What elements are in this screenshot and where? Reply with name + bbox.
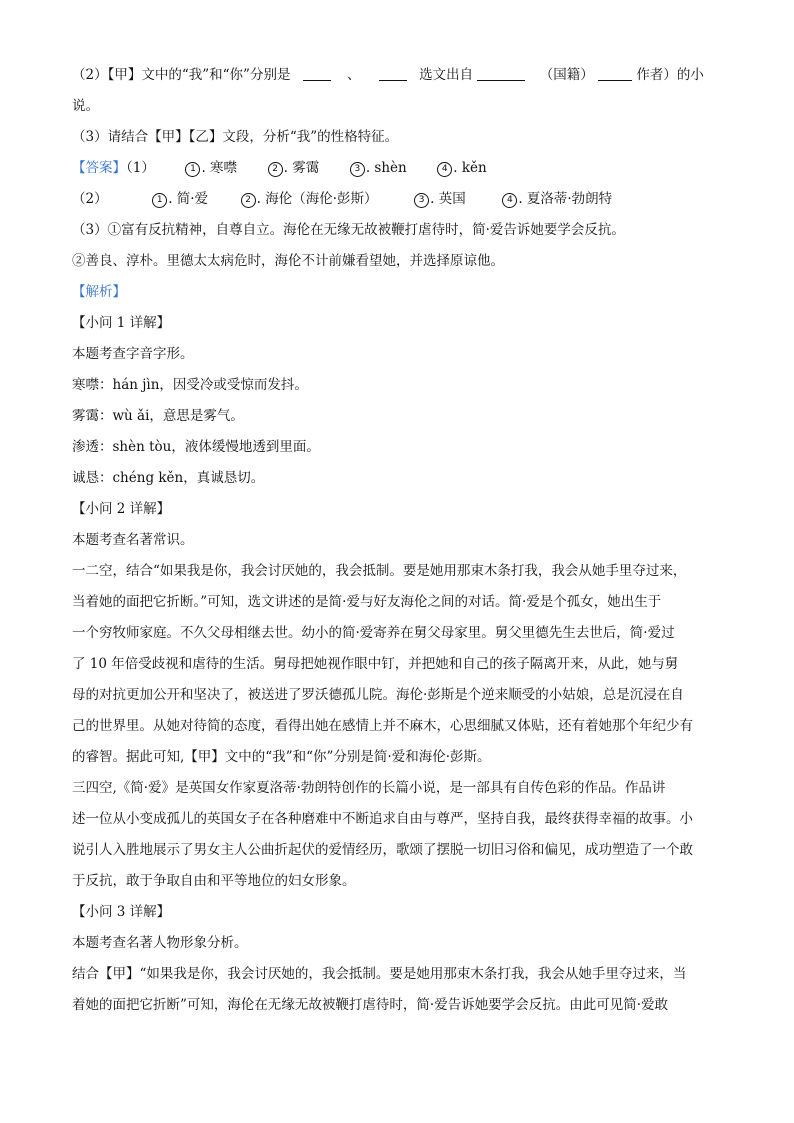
section-1-intro: 本题考查字音字形。 xyxy=(72,346,194,362)
circled-number: 2 xyxy=(241,193,256,208)
section-2-para-1-line: 的睿智。据此可知,【甲】文中的“我”和“你”分别是简·爱和海伦·彭斯。 xyxy=(72,749,491,765)
section-2-intro: 本题考查名著常识。 xyxy=(72,532,194,548)
answer-blank xyxy=(379,65,407,81)
section-3-para-line: 结合【甲】“如果我是你，我会讨厌她的，我会抵制。要是她用那束木条打我，我会从她手里夺过来，当 xyxy=(72,966,687,982)
section-3-intro: 本题考查名著人物形象分析。 xyxy=(72,935,248,951)
section-2-para-1-line: 一个穷牧师家庭。不久父母相继去世。幼小的简·爱寄养在舅父母家里。舅父里德先生去世后，简·爱过 xyxy=(72,625,675,641)
answer-option: 1 . 简·爱 xyxy=(152,191,208,207)
section-2-para-2-line: 述一位从小变成孤儿的英国女子在各种磨难中不断追求自由与尊严，坚持自我，最终获得幸福的故事。小 xyxy=(72,811,693,827)
section-1-item: 雾霭：wù ǎi，意思是雾气。 xyxy=(72,408,244,424)
circled-number: 2 xyxy=(268,162,283,177)
answer-option: 2 . 海伦（海伦·彭斯） xyxy=(241,191,378,207)
section-2-para-1-line: 母的对抗更加公开和坚决了，被送进了罗沃德孤儿院。海伦·彭斯是个逆来顺受的小姑娘，总是沉浸在自 xyxy=(72,687,684,703)
section-2-para-1-line: 己的世界里。从她对待简的态度，看得出她在感情上并不麻木，心思细腻又体贴，还有着她那个年纪少有 xyxy=(72,718,693,734)
q2-author: 作者）的小 xyxy=(636,67,704,83)
section-2-para-1-line: 一二空，结合“如果我是你，我会讨厌她的，我会抵制。要是她用那束木条打我，我会从她手里夺过来， xyxy=(72,563,687,579)
answer-option: 2 . 雾霭 xyxy=(268,160,320,176)
q2-prefix: （2）【甲】文中的“我”和“你”分别是 xyxy=(72,67,291,83)
answer-option: 3 . 英国 xyxy=(414,191,466,207)
circled-number: 4 xyxy=(502,193,517,208)
section-3-para-line: 着她的面把它折断”可知，海伦在无缘无故被鞭打虐待时，简·爱告诉她要学会反抗。由此可见简·爱敢 xyxy=(72,997,668,1013)
answer-label: 【答案】 xyxy=(72,160,126,176)
answer-option: 4 . kěn xyxy=(437,160,486,176)
section-2-title: 【小问 2 详解】 xyxy=(72,501,171,517)
answer-part2-number: （2） xyxy=(72,191,108,207)
answer-blank xyxy=(598,65,632,81)
answer-part3-b: ②善良、淳朴。里德太太病危时，海伦不计前嫌看望她，并选择原谅他。 xyxy=(72,253,504,269)
answer-blank xyxy=(477,65,525,81)
question-3-line: （3）请结合【甲】【乙】文段，分析“我”的性格特征。 xyxy=(72,129,399,145)
section-1-item: 寒噤：hán jìn，因受冷或受惊而发抖。 xyxy=(72,377,308,393)
answer-part1-number: （1） xyxy=(126,160,155,176)
analysis-label: 【解析】 xyxy=(72,284,126,300)
answer-part2 xyxy=(72,184,724,215)
section-2-para-2-line: 于反抗，敢于争取自由和平等地位的妇女形象。 xyxy=(72,873,356,889)
answer-part3-a: （3）①富有反抗精神，自尊自立。海伦在无缘无故被鞭打虐待时，简·爱告诉她要学会反抗。 xyxy=(72,222,625,238)
document-page xyxy=(72,60,724,1021)
section-2-para-1-line: 当着她的面把它折断。”可知，选文讲述的是简·爱与好友海伦之间的对话。简·爱是个孤女，她出生于 xyxy=(72,594,662,610)
answer-option: 4 . 夏洛蒂·勃朗特 xyxy=(502,191,612,207)
section-2-para-1-line: 了 10 年倍受歧视和虐待的生活。舅母把她视作眼中钉，并把她和自己的孩子隔离开来，从此，她与舅 xyxy=(72,656,679,672)
answer-option: 3 . shèn xyxy=(350,160,407,176)
section-1-title: 【小问 1 详解】 xyxy=(72,315,171,331)
question-2-line xyxy=(72,60,724,91)
q2-nationality: （国籍） xyxy=(539,67,594,83)
q2-separator: 、 xyxy=(347,67,361,83)
circled-number: 4 xyxy=(437,162,452,177)
circled-number: 1 xyxy=(152,193,167,208)
section-3-title: 【小问 3 详解】 xyxy=(72,904,171,920)
section-2-para-2-line: 三四空,《简·爱》是英国女作家夏洛蒂·勃朗特创作的长篇小说，是一部具有自传色彩的作品。作品讲 xyxy=(72,780,666,796)
circled-number: 1 xyxy=(185,162,200,177)
question-2-cont: 说。 xyxy=(72,98,99,114)
circled-number: 3 xyxy=(414,193,429,208)
section-1-item: 渗透：shèn tòu，液体缓慢地透到里面。 xyxy=(72,439,320,455)
q2-mid: 选文出自 xyxy=(419,67,474,83)
answer-blank xyxy=(303,65,331,81)
section-1-item: 诚恳：chéng kěn，真诚恳切。 xyxy=(72,470,265,486)
circled-number: 3 xyxy=(350,162,365,177)
answer-part1 xyxy=(72,153,724,184)
section-2-para-2-line: 说引人入胜地展示了男女主人公曲折起伏的爱情经历，歌颂了摆脱一切旧习俗和偏见，成功塑造了一个敢 xyxy=(72,842,693,858)
answer-option: 1 . 寒噤 xyxy=(185,160,237,176)
